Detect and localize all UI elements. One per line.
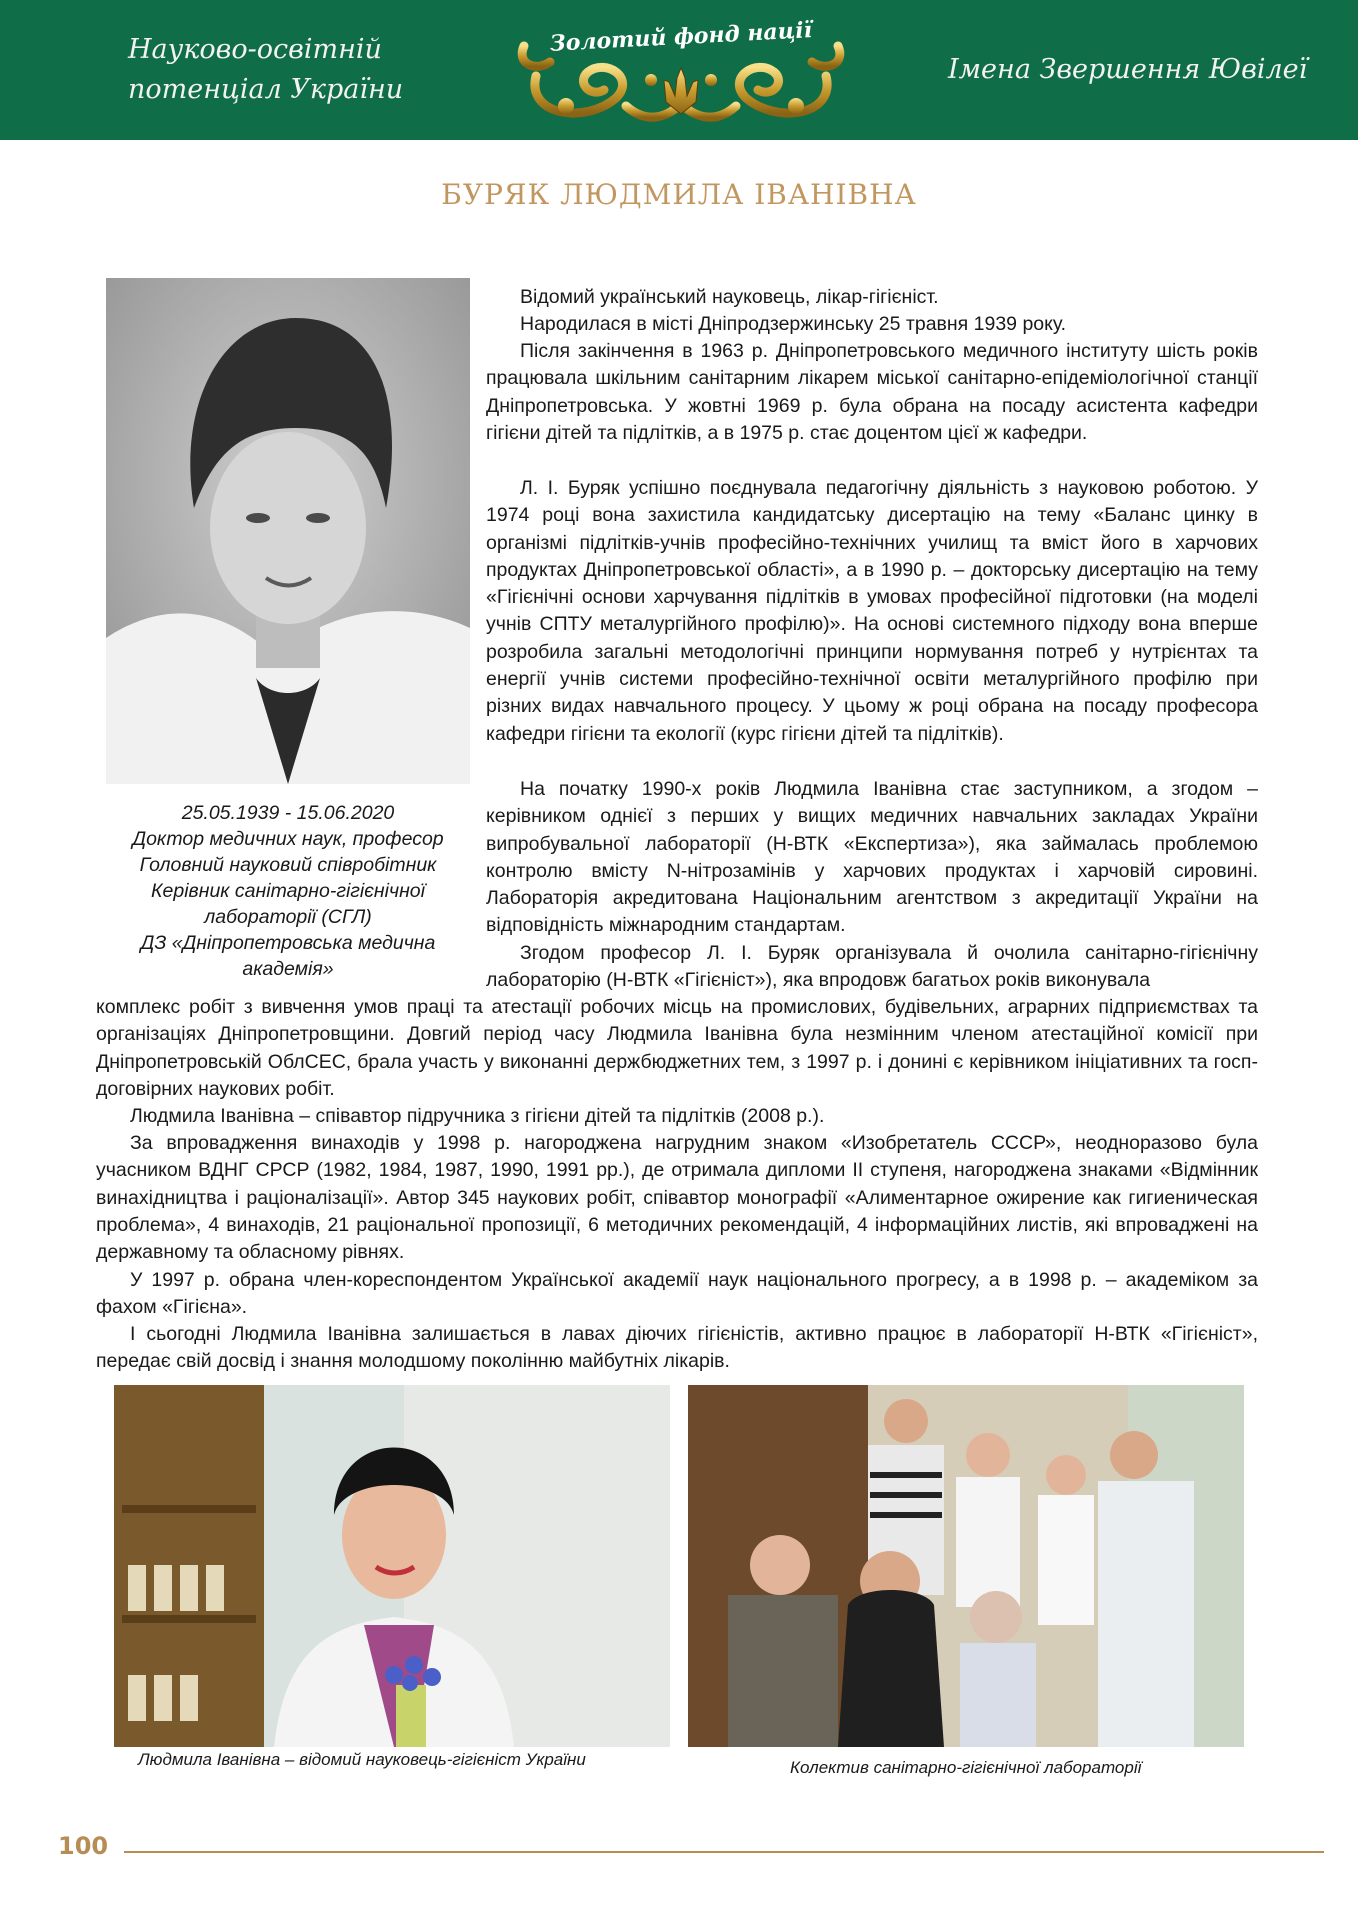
paragraph-intro: Відомий український науковець, лікар-гігієніст.: [520, 286, 939, 308]
caption-position: Головний науковий співробітник: [139, 854, 437, 876]
golden-fund-emblem: [506, 6, 856, 134]
caption-head-line1: Керівник санітарно-гігієнічної: [151, 880, 425, 902]
paragraph-awards: За впровадження винаходів у 1998 р. нагороджена нагрудним знаком «Изобретатель СССР», неодноразово була учасником ВДНГ СРСР (1982, 1984, 1987, 1990, 1991 рр.), де отримала дипломи II ступеня, нагороджена знаками «Відмінник винахідництва і раціоналізації». Автор 345 наукових робіт, співавтор монографії «Алиментарное ожирение как гигиеническая проблема», 4 винаходів, 21 раціональної пропозиції, 6 методичних рекомендацій, 4 інформаційних листів, які впроваджені на державному та обласному рівнях.: [96, 1132, 1258, 1264]
paragraph-birth: Народилася в місті Дніпродзержинську 25 травня 1939 року.: [520, 313, 1067, 335]
photo-lab-team: [688, 1385, 1244, 1747]
caption-org-line1: ДЗ «Дніпропетровська медична: [140, 932, 436, 954]
emblem-text: Золотий фонд нації: [549, 17, 813, 57]
paragraph-textbook: Людмила Іванівна – співавтор підручника з гігієни дітей та підлітків (2008 р.).: [130, 1105, 825, 1127]
caption-dates: 25.05.1939 - 15.06.2020: [181, 802, 395, 824]
header-left-line2: потенціал України: [128, 74, 404, 105]
page-number: 100: [58, 1832, 109, 1860]
page-header: [0, 0, 1358, 140]
lab-photo-image: [114, 1385, 670, 1747]
caption-degree: Доктор медичних наук, професор: [132, 828, 444, 850]
paragraph-science: Л. І. Буряк успішно поєднувала педагогічну діяльність з науковою роботою. У 1974 році вона захистила кандидатську дисертацію на тему «Баланс цинку в організмі підлітків-учнів професійно-технічних училищ та вміст його в харчових продуктах Дніпропетровської області», а в 1990 р. – докторську дисертацію на тему «Гігієнічні основи харчування підлітків в умовах професійної підготовки (на моделі учнів СПТУ металургійного профілю)». На основі системного підходу вона вперше розробила загальні методологічні принципи нормування потреб у нутрієнтах та енергії учнів системи професійно-технічної освіти металургійного профілю при різних видах навчального процесу. У цьому ж році обрана на посаду професора кафедри гігієни та екології (курс гігієни дітей та підлітків).: [486, 477, 1258, 745]
paragraph-hygienist-lab: Згодом професор Л. І. Буряк організувала й очолила санітарно-гігієнічну лабораторію (Н-ВТК «Гігієніст»), яка впродовж багатьох років виконувала: [486, 942, 1258, 992]
header-right-text: Імена Звершення Ювілеї: [948, 54, 1308, 85]
photo-caption-left: Людмила Іванівна – відомий науковець-гігієніст України: [138, 1750, 586, 1769]
photo-caption-right: Колектив санітарно-гігієнічної лабораторії: [790, 1758, 1142, 1777]
paragraph-career: Після закінчення в 1963 р. Дніпропетровського медичного інституту шість років працювала шкільним санітарним лікарем міської санітарно-епідеміологічної станції Дніпропетровська. У жовтні 1969 р. була обрана на посаду асистента кафедри гігієни дітей та підлітків, а в 1975 р. стає доцентом цієї ж кафедри.: [486, 340, 1258, 444]
portrait-photo: [106, 278, 470, 784]
portrait-image: [106, 278, 470, 784]
portrait-caption: [92, 800, 484, 982]
photo-in-laboratory: [114, 1385, 670, 1747]
page-title: БУРЯК ЛЮДМИЛА ІВАНІВНА: [441, 178, 917, 211]
header-left-text: [128, 30, 403, 110]
paragraph-today: І сьогодні Людмила Іванівна залишається в лавах діючих гігієністів, активно працює в лабораторії Н-ВТК «Гігієніст», передає свій досвід і знання молодшому поколінню майбутніх лікарів.: [96, 1323, 1258, 1373]
team-photo-image: [688, 1385, 1244, 1747]
caption-org-line2: академія»: [242, 958, 334, 980]
header-left-line1: Науково-освітній: [128, 34, 382, 65]
footer-divider: [124, 1851, 1324, 1853]
paragraph-academy: У 1997 р. обрана член-кореспондентом Української академії наук національного прогресу, а в 1998 р. – академіком за фахом «Гігієна».: [96, 1269, 1258, 1319]
paragraph-laboratory: На початку 1990-х років Людмила Іванівна стає заступником, а згодом – керівником однієї з перших у вищих медичних навчальних закладах України випробувальної лабораторії (Н-ВТК «Експертиза»), яка займалась проблемою контролю вмісту N-нітрозамінів у харчових продуктах і харчовій сировині. Лабораторія акредитована Національним агентством з акредитації України на відповідність міжнародним стандартам.: [486, 778, 1258, 937]
paragraph-hygienist-lab-cont: комплекс робіт з вивчення умов праці та атестації робочих місць на промислових, будівельних, аграрних підприємствах та організаціях Дніпропетровщини. Довгий період часу Людмила Іванівна була незмінним членом атестаційної комісії при Дніпропетровській ОблСЕС, брала участь у виконанні держбюджетних тем, з 1997 р. і донині є керівником ініціативних та госп-договірних наукових робіт.: [96, 996, 1258, 1100]
caption-head-line2: лабораторії (СГЛ): [204, 906, 372, 928]
